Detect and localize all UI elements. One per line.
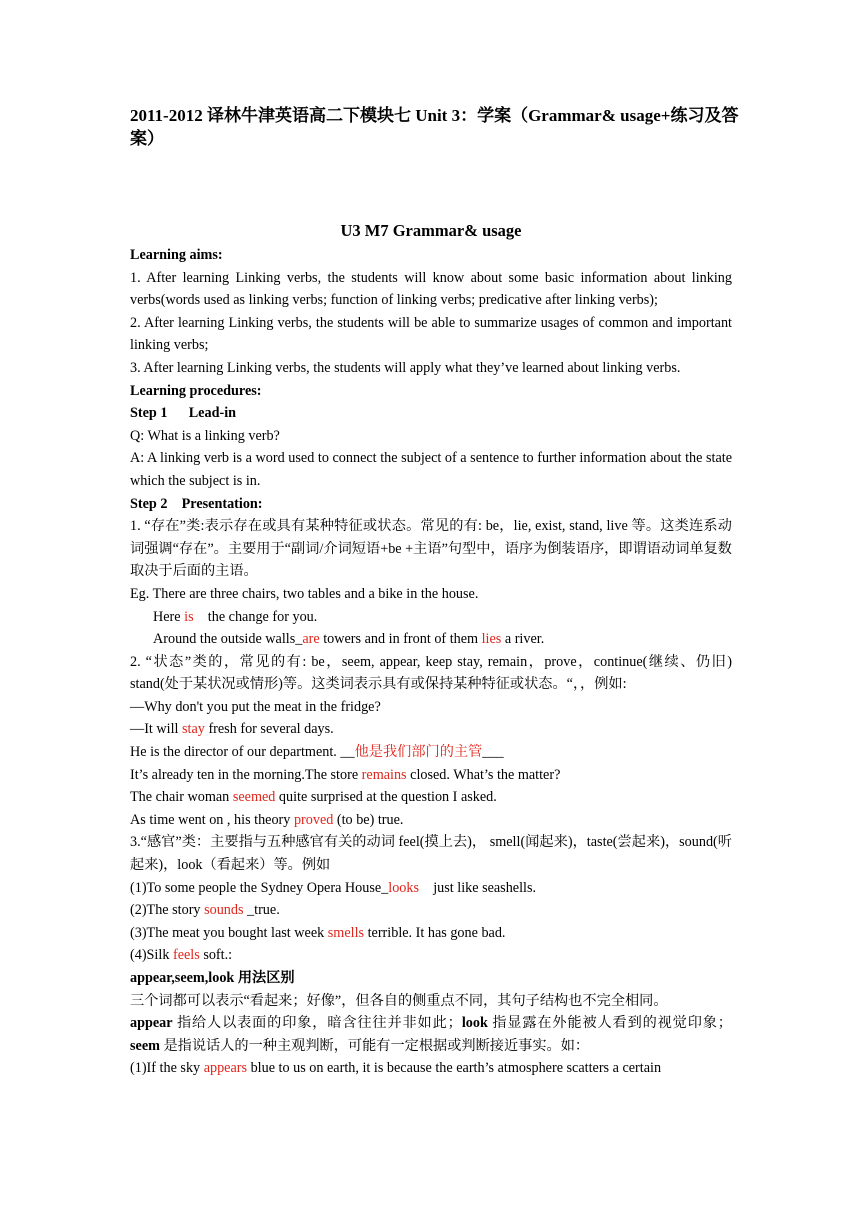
paragraph-senses: 3.“感官”类：主要指与五种感官有关的动词 feel(摸上去)， smell(闻起来)，taste(尝起来)，sound(听起来)，look（看起来）等。例如 (130, 834, 732, 874)
aim-item: 3. After learning Linking verbs, the students will apply what they’ve learned about linking verbs. (130, 359, 681, 376)
answer-word: smells (327, 924, 365, 941)
dialog-line: —Why don't you put the meat in the fridge? (130, 698, 381, 715)
answer-word: sounds (204, 902, 244, 919)
example-line: The chair woman seemed quite surprised at the question I asked. (130, 789, 497, 806)
answer-word: are (302, 631, 320, 648)
paragraph-existence: 1. “存在”类:表示存在或具有某种特征或状态。常见的有: be，lie, exist, stand, live 等。这类连系动词强调“存在”。主要用于“副词/介词短语+be +主语”句型中，语序为倒装语序，即谓语动词单复数取决于后面的主语。 (130, 518, 732, 580)
usage-heading: appear,seem,look 用法区别 (130, 970, 295, 986)
learning-aims-label: Learning aims: (130, 247, 223, 263)
example-line: Here is the change for you. (153, 608, 318, 625)
answer-word: stay (182, 721, 205, 738)
example-line: Eg. There are three chairs, two tables and a bike in the house. (130, 585, 479, 602)
answer-word: proved (293, 811, 334, 828)
section-heading: U3 M7 Grammar& usage (340, 221, 522, 240)
answer-word: looks (388, 879, 420, 896)
answer-word: feels (172, 947, 200, 964)
example-line: Around the outside walls_are towers and in front of them lies a river. (153, 631, 545, 648)
example-line: (4)Silk feels soft.: (130, 947, 233, 964)
example-line: As time went on , his theory proved (to be) true. (130, 811, 404, 828)
usage-paragraph: appear 指给人以表面的印象，暗含往往并非如此；look 指显露在外能被人看到的视觉印象；seem 是指说话人的一种主观判断，可能有一定根据或判断接近事实。如： (130, 1015, 732, 1054)
document-title: 2011-2012 译林牛津英语高二下模块七 Unit 3：学案（Grammar& usage+练习及答案） (130, 106, 739, 148)
aim-item: 1. After learning Linking verbs, the students will know about some basic information about linking verbs(words used as linking verbs; function of linking verbs; predicative after linking verbs); (130, 269, 732, 309)
answer-word: lies (481, 631, 502, 648)
example-line: (1)To some people the Sydney Opera House_looks just like seashells. (130, 879, 537, 896)
dialog-line: —It will stay fresh for several days. (130, 721, 334, 738)
example-line: (3)The meat you bought last week smells terrible. It has gone bad. (130, 924, 506, 941)
answer-word: remains (361, 766, 407, 783)
answer-word: appears (203, 1060, 248, 1077)
example-line: He is the director of our department. __他是我们部门的主管___ (130, 744, 504, 761)
procedures-label: Learning procedures: (130, 382, 262, 399)
step1-heading: Step 1 Lead-in (130, 405, 237, 422)
question: Q: What is a linking verb? (130, 427, 280, 444)
answer-word: is (184, 608, 194, 625)
usage-paragraph: 三个词都可以表示“看起来；好像”，但各自的侧重点不同，其句子结构也不完全相同。 (130, 992, 668, 1009)
aim-item: 2. After learning Linking verbs, the students will be able to summarize usages of common and important linking verbs; (130, 314, 732, 354)
answer-word: seemed (232, 789, 276, 806)
document-body (130, 219, 732, 1080)
step2-heading: Step 2 Presentation: (130, 495, 263, 512)
answer-word: 他是我们部门的主管 (354, 744, 483, 761)
example-line: (2)The story sounds _true. (130, 902, 280, 919)
paragraph-state: 2. “状态”类的，常见的有: be，seem, appear, keep stay, remain，prove，continue(继续、仍旧) stand(处于某状况或情形)等。这类词表示具有或保持某种特征或状态。“，，例如: (130, 653, 732, 693)
answer: A: A linking verb is a word used to connect the subject of a sentence to further information about the state which the subject is in. (130, 450, 732, 489)
example-line: (1)If the sky appears blue to us on earth, it is because the earth’s atmosphere scatters a certain (130, 1060, 662, 1077)
example-line: It’s already ten in the morning.The store remains closed. What’s the matter? (130, 766, 561, 783)
